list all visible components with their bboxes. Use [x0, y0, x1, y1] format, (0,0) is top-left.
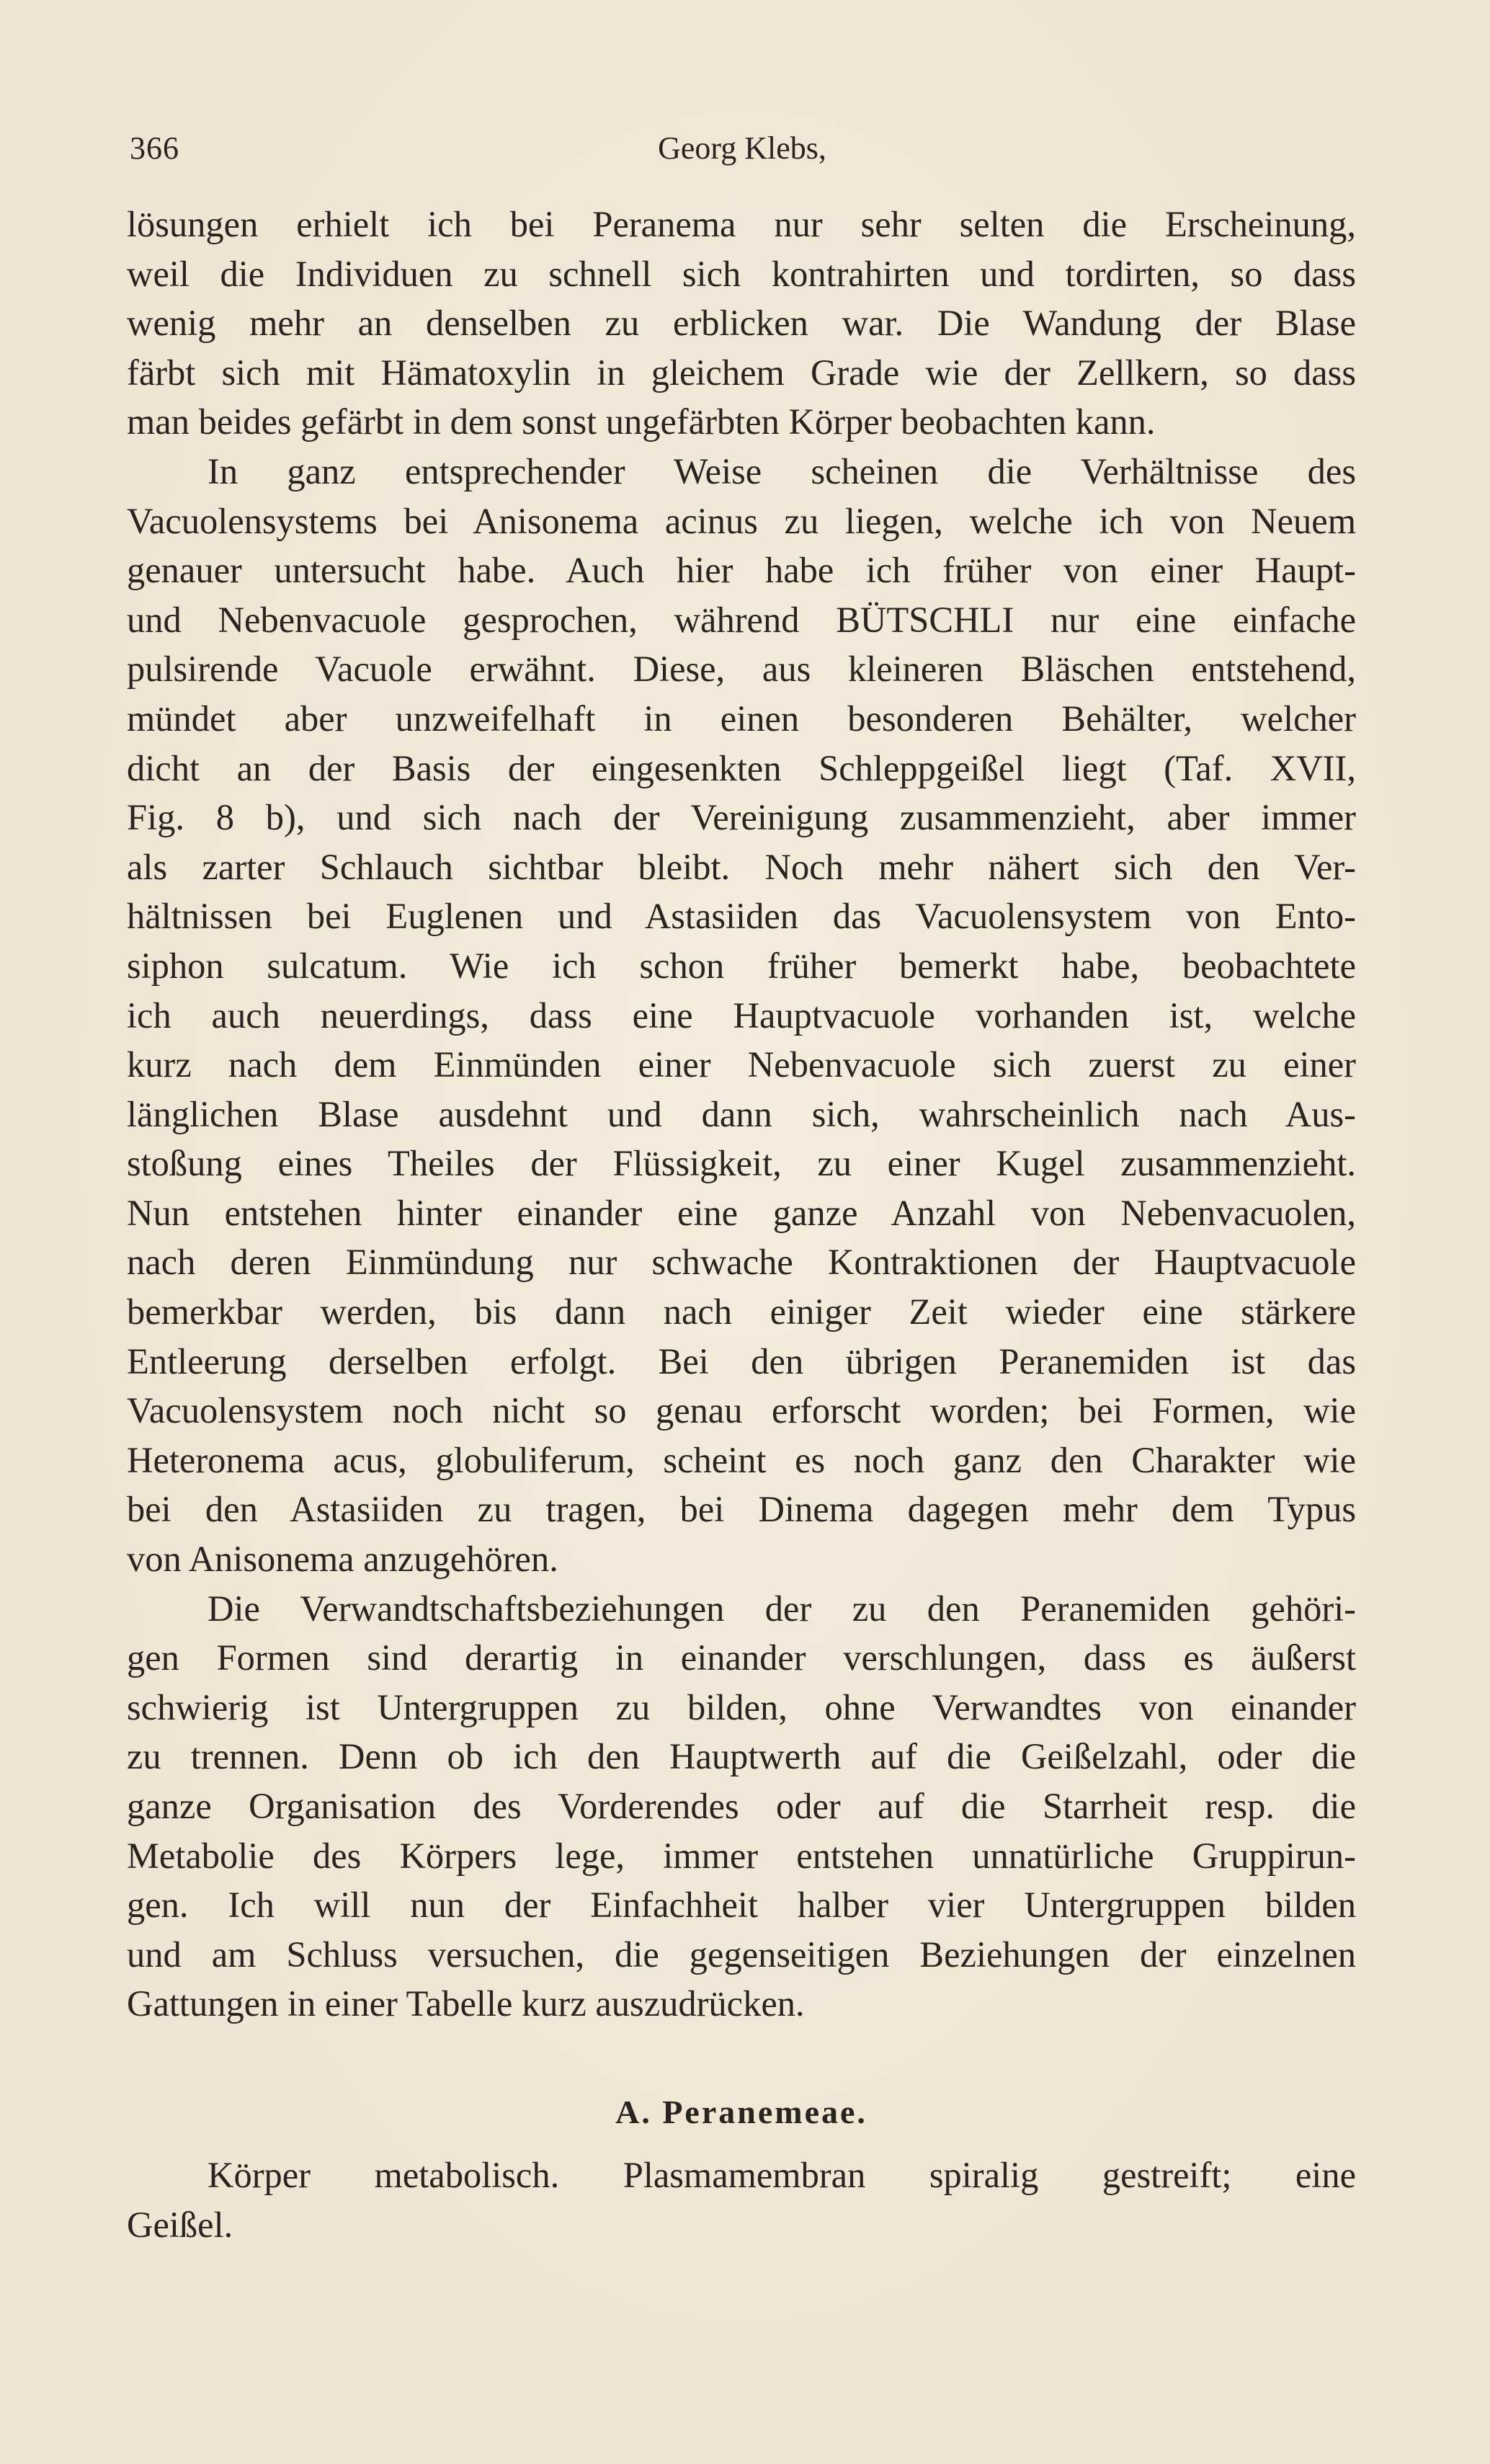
body-text: [127, 200, 1356, 2029]
running-title: Georg Klebs,: [658, 130, 826, 166]
text-line: In ganz entsprechender Weise scheinen die Verhältnisse des: [208, 450, 1356, 492]
text-line: hältnissen bei Euglenen und Astasiiden das Vacuolensystem von Ento-: [127, 896, 1356, 937]
text-line: Vacuolensystem noch nicht so genau erforscht worden; bei Formen, wie: [127, 1390, 1356, 1431]
text-line: dicht an der Basis der eingesenkten Schleppgeißel liegt (Taf. XVII,: [127, 747, 1356, 788]
text-line: bemerkbar werden, bis dann nach einiger Zeit wieder eine stärkere: [127, 1291, 1356, 1333]
text-line: lösungen erhielt ich bei Peranema nur sehr selten die Erscheinung,: [127, 204, 1356, 244]
text-line: Gattungen in einer Tabelle kurz auszudrücken.: [127, 1983, 805, 2024]
text-line: und Nebenvacuole gesprochen, während BÜTSCHLI nur eine einfache: [127, 599, 1356, 640]
running-head: [130, 130, 1355, 173]
text-line: zu trennen. Denn ob ich den Hauptwerth auf die Geißelzahl, oder die: [127, 1736, 1356, 1777]
text-line: Geißel.: [127, 2204, 233, 2245]
section-heading: A. Peranemeae.: [615, 2094, 867, 2130]
text-line: stoßung eines Theiles der Flüssigkeit, zu einer Kugel zusammenzieht.: [127, 1143, 1356, 1184]
text-line: Vacuolensystems bei Anisonema acinus zu liegen, welche ich von Neuem: [127, 500, 1356, 541]
text-line: Körper metabolisch. Plasmamembran spiralig gestreift; eine: [208, 2155, 1356, 2195]
text-line: Heteronema acus, globuliferum, scheint es noch ganz den Charakter wie: [127, 1439, 1356, 1480]
text-line: pulsirende Vacuole erwähnt. Diese, aus kleineren Bläschen entstehend,: [127, 649, 1356, 690]
text-line: ich auch neuerdings, dass eine Hauptvacuole vorhanden ist, welche: [127, 995, 1356, 1036]
text-line: Fig. 8 b), und sich nach der Vereinigung zusammenzieht, aber immer: [127, 797, 1356, 838]
text-line: schwierig ist Untergruppen zu bilden, ohne Verwandtes von einander: [127, 1686, 1356, 1727]
text-line: länglichen Blase ausdehnt und dann sich, wahrscheinlich nach Aus-: [127, 1093, 1356, 1134]
text-line: ganze Organisation des Vorderendes oder auf die Starrheit resp. die: [127, 1786, 1356, 1826]
text-line: siphon sulcatum. Wie ich schon früher bemerkt habe, beobachtete: [127, 945, 1356, 986]
text-line: und am Schluss versuchen, die gegenseitigen Beziehungen der einzelnen: [127, 1934, 1356, 1975]
final-paragraph: [127, 2151, 1356, 2249]
text-line: Entleerung derselben erfolgt. Bei den übrigen Peranemiden ist das: [127, 1340, 1356, 1382]
text-line: Metabolie des Körpers lege, immer entstehen unnatürliche Gruppirun-: [127, 1835, 1356, 1876]
text-line: wenig mehr an denselben zu erblicken war. Die Wandung der Blase: [127, 303, 1356, 344]
text-line: gen. Ich will nun der Einfachheit halber vier Untergruppen bilden: [127, 1885, 1356, 1926]
text-line: Die Verwandtschaftsbeziehungen der zu den Peranemiden gehöri-: [208, 1588, 1356, 1629]
text-line: nach deren Einmündung nur schwache Kontraktionen der Hauptvacuole: [127, 1242, 1356, 1283]
text-line: färbt sich mit Hämatoxylin in gleichem Grade wie der Zellkern, so dass: [127, 352, 1356, 393]
text-line: als zarter Schlauch sichtbar bleibt. Noch mehr nähert sich den Ver-: [127, 846, 1356, 887]
text-line: von Anisonema anzugehören.: [127, 1539, 558, 1580]
text-line: man beides gefärbt in dem sonst ungefärbten Körper beobachten kann.: [127, 401, 1156, 442]
text-line: bei den Astasiiden zu tragen, bei Dinema dagegen mehr dem Typus: [127, 1489, 1356, 1530]
text-line: Nun entstehen hinter einander eine ganze Anzahl von Nebenvacuolen,: [127, 1192, 1356, 1233]
page-number: 366: [130, 130, 179, 166]
text-line: kurz nach dem Einmünden einer Nebenvacuole sich zuerst zu einer: [127, 1044, 1356, 1085]
text-line: genauer untersucht habe. Auch hier habe ich früher von einer Haupt-: [127, 550, 1356, 591]
text-line: mündet aber unzweifelhaft in einen besonderen Behälter, welcher: [127, 698, 1356, 739]
text-line: gen Formen sind derartig in einander verschlungen, dass es äußerst: [127, 1637, 1356, 1678]
text-line: weil die Individuen zu schnell sich kontrahirten und tordirten, so dass: [127, 253, 1356, 294]
